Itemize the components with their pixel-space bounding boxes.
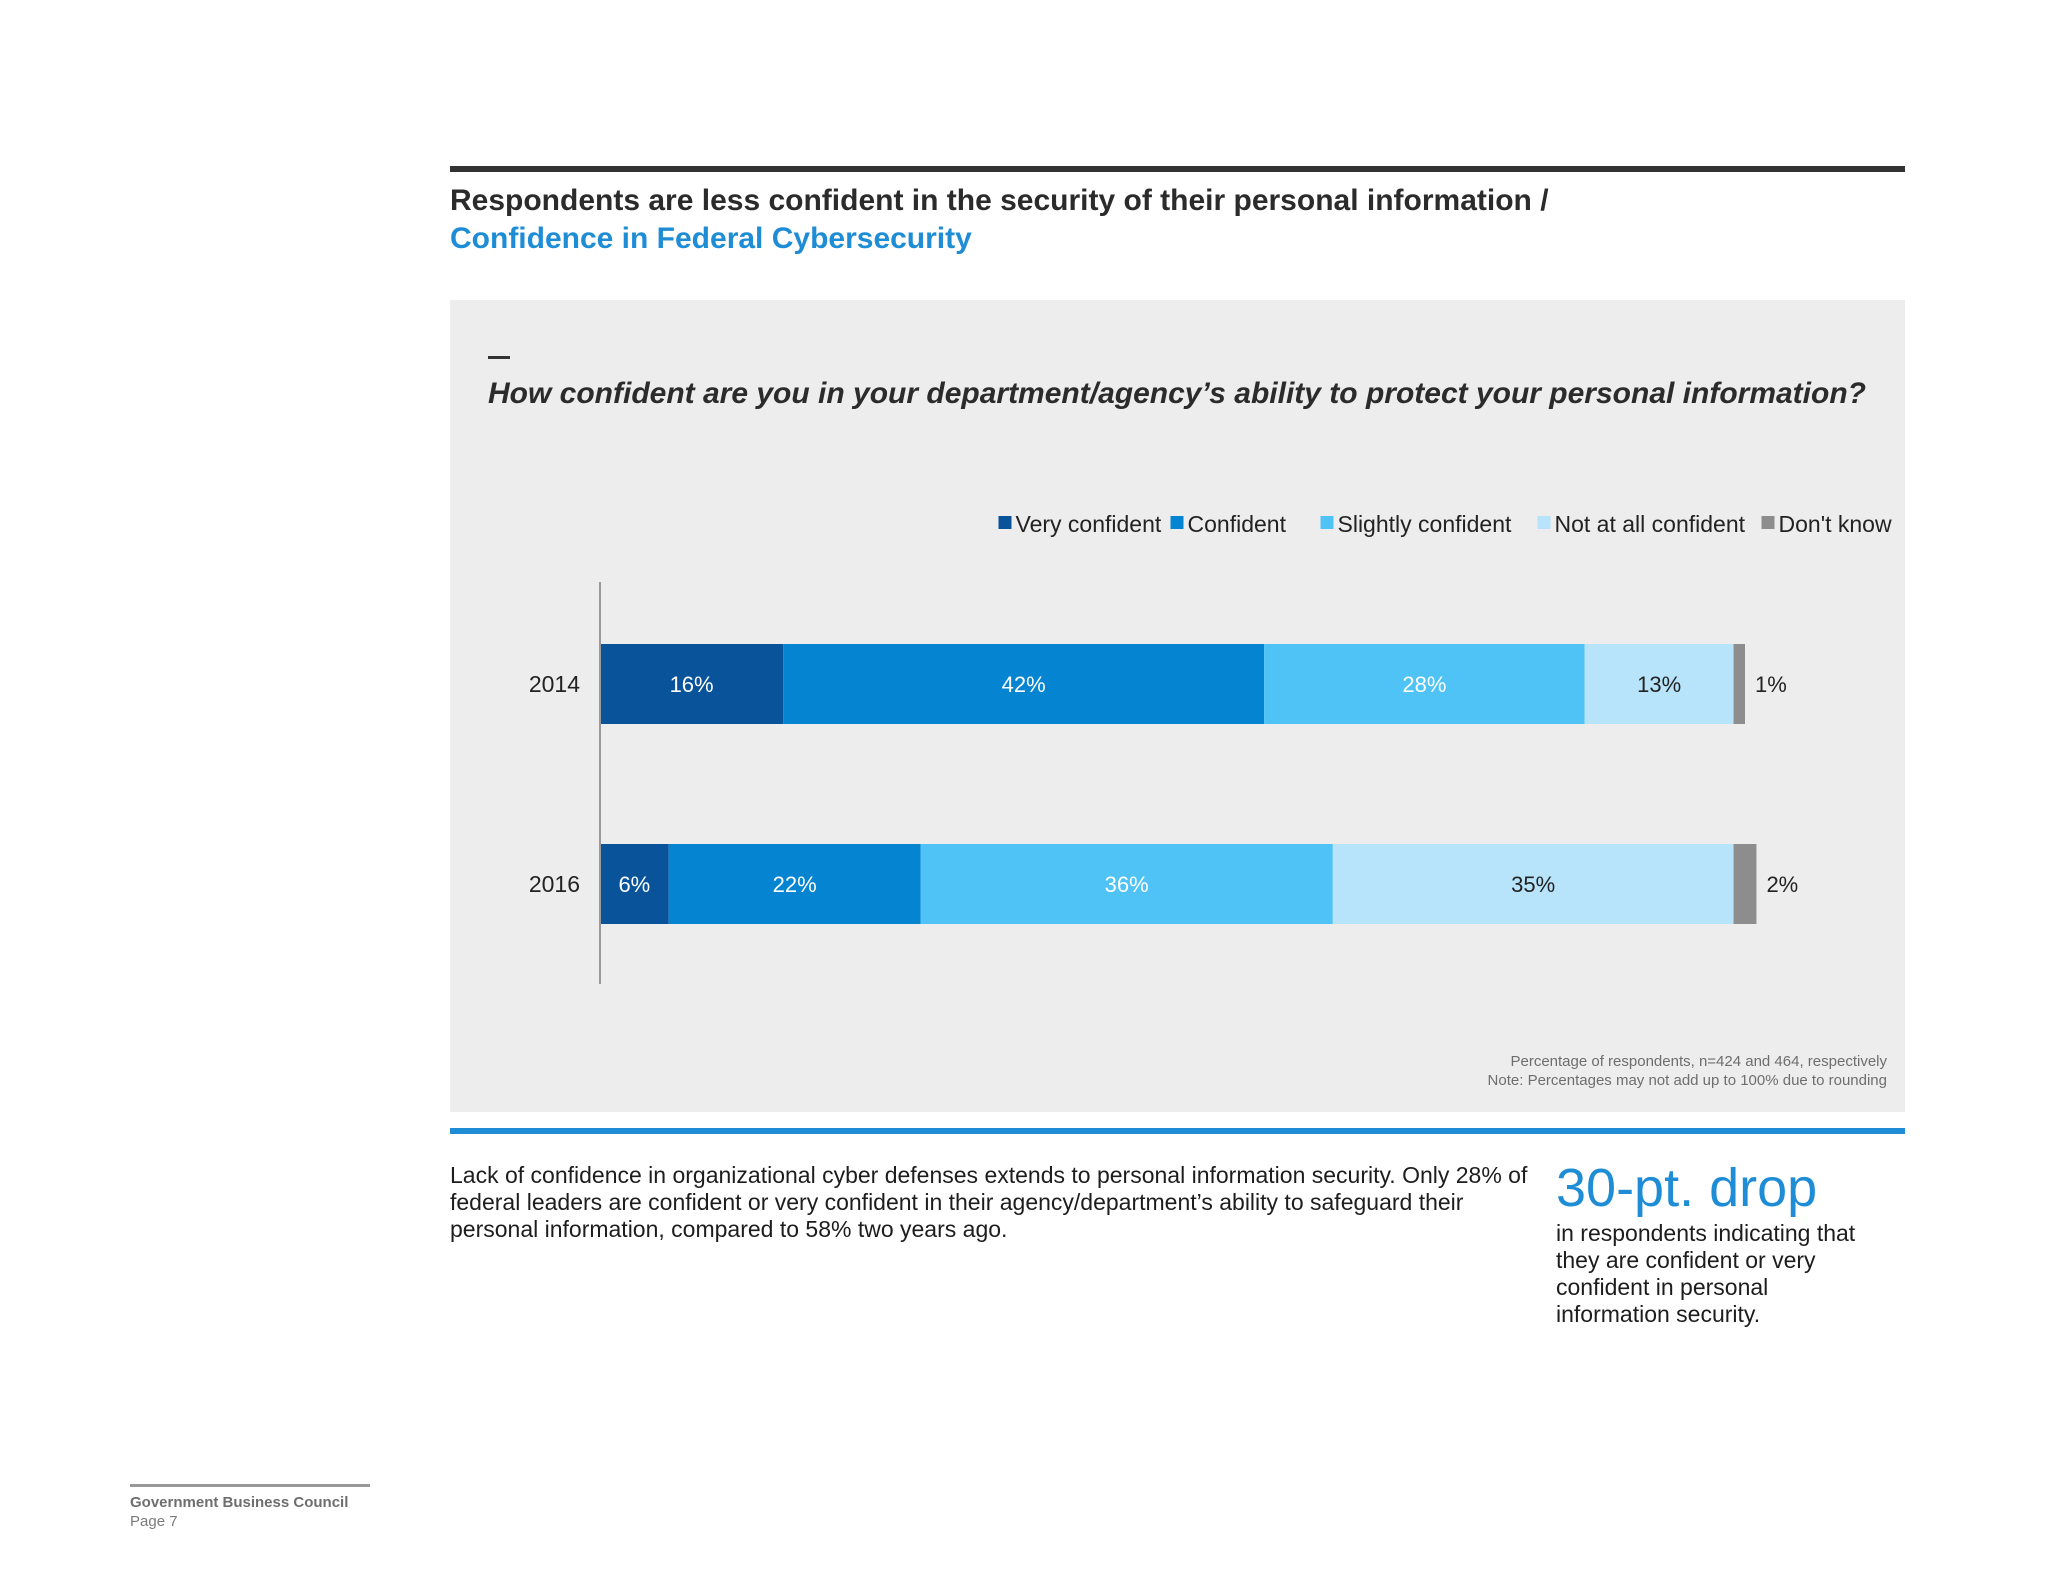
legend-swatch-2 bbox=[1321, 516, 1334, 529]
chart-notes bbox=[1488, 1052, 1887, 1090]
bottom-rule bbox=[450, 1128, 1905, 1134]
data-label-2016-1: 22% bbox=[772, 872, 817, 897]
stacked-bar-chart bbox=[450, 300, 1905, 1112]
legend-label-0: Very confident bbox=[1015, 511, 1162, 537]
legend-label-4: Don't know bbox=[1778, 511, 1892, 537]
data-label-2014-3: 13% bbox=[1637, 672, 1682, 697]
chart-question: How confident are you in your department/agency’s ability to protect your personal information? bbox=[488, 377, 1866, 410]
chart-panel bbox=[450, 300, 1905, 1112]
data-label-2014-2: 28% bbox=[1402, 672, 1447, 697]
footer-rule bbox=[130, 1484, 370, 1487]
legend-swatch-0 bbox=[999, 516, 1012, 529]
data-label-2014-4: 1% bbox=[1755, 672, 1787, 697]
page-title bbox=[450, 182, 1905, 258]
note-sample: Percentage of respondents, n=424 and 464, respectively bbox=[1510, 1053, 1887, 1070]
data-label-2016-3: 35% bbox=[1511, 872, 1556, 897]
legend-swatch-1 bbox=[1171, 516, 1184, 529]
data-label-2014-0: 16% bbox=[669, 672, 714, 697]
legend-swatch-3 bbox=[1538, 516, 1551, 529]
data-label-2016-4: 2% bbox=[1766, 872, 1799, 897]
stat-value: 30-pt. drop bbox=[1556, 1158, 1818, 1218]
legend-swatch-4 bbox=[1762, 516, 1775, 529]
legend-label-3: Not at all confident bbox=[1554, 511, 1746, 537]
top-rule bbox=[450, 166, 1905, 172]
title-line: Respondents are less confident in the security of their personal information / bbox=[450, 184, 1549, 217]
data-label-2014-1: 42% bbox=[1001, 672, 1046, 697]
stat-description: in respondents indicating that they are confident or very confident in personal information security. bbox=[1556, 1220, 1856, 1327]
footer-page: Page 7 bbox=[130, 1513, 178, 1530]
body-paragraph: Lack of confidence in organizational cyber defenses extends to personal information security. Only 28% of federal leaders are confident or very confident in their agency/department’s ability to safeguard their personal information, compared to 58% two years ago. bbox=[450, 1162, 1528, 1242]
bar-2016-4 bbox=[1734, 844, 1757, 924]
category-label-2014: 2014 bbox=[528, 671, 580, 697]
legend-label-1: Confident bbox=[1187, 511, 1286, 537]
note-rounding: Note: Percentages may not add up to 100% due to rounding bbox=[1487, 1072, 1887, 1089]
subtitle-line: Confidence in Federal Cybersecurity bbox=[450, 222, 972, 255]
bar-2014-4 bbox=[1734, 644, 1745, 724]
data-label-2016-2: 36% bbox=[1104, 872, 1149, 897]
legend-label-2: Slightly confident bbox=[1337, 511, 1512, 537]
data-label-2016-0: 6% bbox=[618, 872, 651, 897]
footer-org: Government Business Council bbox=[130, 1494, 349, 1511]
category-label-2016: 2016 bbox=[528, 871, 580, 897]
